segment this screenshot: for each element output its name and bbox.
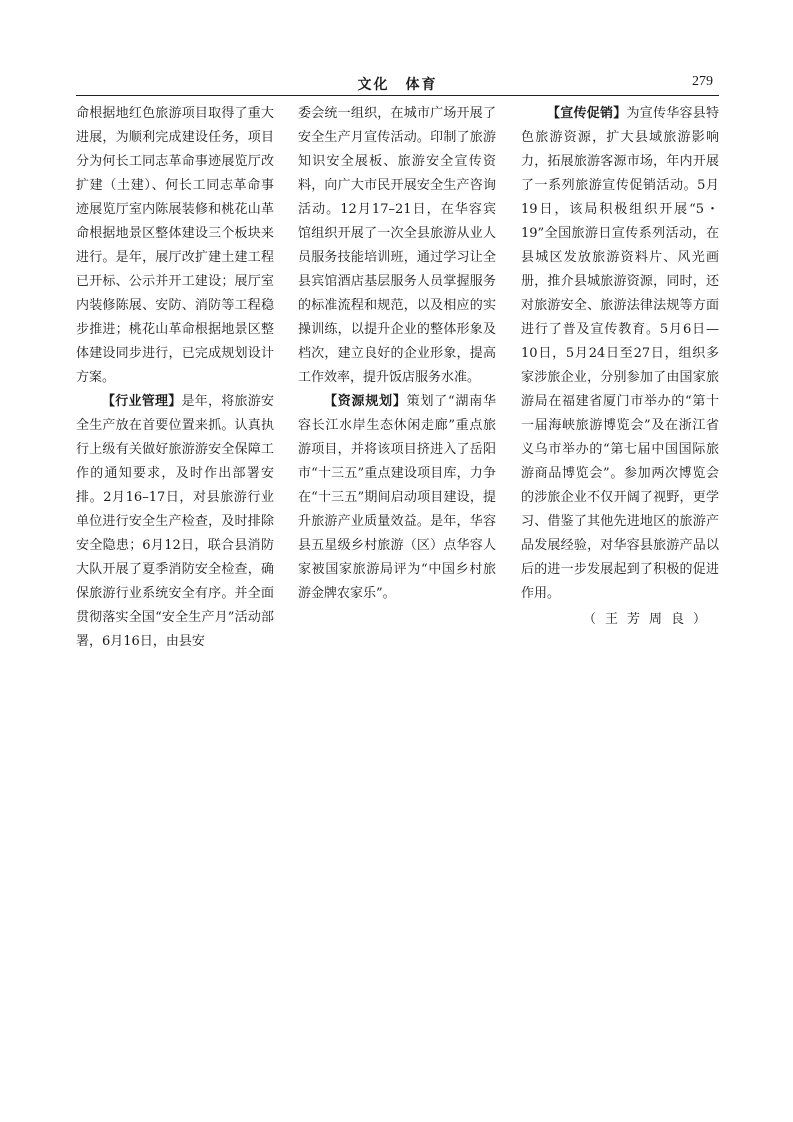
article-body: [76, 102, 719, 742]
topic-heading-resource-planning: 【资源规划】: [324, 394, 407, 409]
header-rule: [76, 95, 719, 96]
author-credit: （王芳周良）: [582, 612, 715, 627]
paragraph-red-tourism: 命根据地红色旅游项目取得了重大进展，为顺利完成建设任务，项目分为何长工同志革命事迹展览厅改扩建（土建）、何长工同志革命事迹展览厅室内陈展装修和桃花山革命根据地景区整体建设三个板块来进行。是年，展厅改扩建土建工程已开标、公示并开工建设；展厅室内装修陈展、安防、消防等工程稳步推进；桃花山革命根据地景区整体建设同步进行，已完成规划设计方案。: [76, 106, 274, 385]
paragraph-text: 是年，将旅游安全生产放在首要位置来抓。认真执行上级有关做好旅游游安全保障工作的通知要求，及时作出部署安排。2月16–17日，对县旅游行业单位进行安全生产检查，及时排除安全隐患；6月12日，联合县消防大队开展了夏季消防安全检查，确保旅游行业系统安全有序。并全面贯彻落实全国“安全生产月”活动部署，6月16日，由县安: [76, 394, 274, 649]
column-1: [76, 102, 274, 654]
topic-heading-industry-management: 【行业管理】: [102, 394, 182, 409]
page-number: 279: [692, 74, 713, 89]
paragraph-safety-training: 委会统一组织，在城市广场开展了安全生产月宣传活动。印制了旅游知识安全展板、旅游安全宣传资料，向广大市民开展安全生产咨询活动。12月17–21日，在华容宾馆组织开展了一次全县旅游从业人员服务技能培训班，通过学习让全县宾馆酒店基层服务人员掌握服务的标准流程和规范，以及相应的实操训练，以提升企业的整体形象及档次，建立良好的企业形象，提高工作效率，提升饭店服务水准。: [298, 106, 496, 385]
paragraph-text: 策划了“湖南华容长江水岸生态休闲走廊”重点旅游项目，并将该项目挤进入了岳阳市“十三五”重点建设项目库，力争在“十三五”期间启动项目建设，提升旅游产业质量效益。是年，华容县五星级乡村旅游（区）点华容人家被国家旅游局评为“中国乡村旅游金牌农家乐”。: [298, 394, 496, 601]
paragraph-resource-planning: [298, 390, 496, 606]
column-3: [521, 102, 719, 632]
column-2: [298, 102, 496, 606]
topic-heading-promotion: 【宣传促销】: [547, 106, 627, 121]
paragraph-text: 为宣传华容县特色旅游资源，扩大县域旅游影响力，拓展旅游客源市场，年内开展了一系列旅游宣传促销活动。5月19日，该局积极组织开展“5・19”全国旅游日宣传系列活动，在县城区发放旅游资料片、风光画册，推介县城旅游资源，同时，还对旅游安全、旅游法律法规等方面进行了普及宣传教育。5月6日—10日，5月24日至27日，组织多家涉旅企业，分别参加了由国家旅游局在福建省厦门市举办的“第十一届海峡旅游博览会”及在浙江省义乌市举办的“第七届中国国际旅游商品博览会”。参加两次博览会的涉旅企业不仅开阔了视野，更学习、借鉴了其他先进地区的旅游产品发展经验，对华容县旅游产品以后的进一步发展起到了积极的促进作用。: [521, 106, 719, 601]
paragraph-industry-management: [76, 390, 274, 654]
section-title: 文化 体育: [357, 77, 438, 93]
running-header: [76, 70, 719, 96]
paragraph-promotion: [521, 102, 719, 606]
